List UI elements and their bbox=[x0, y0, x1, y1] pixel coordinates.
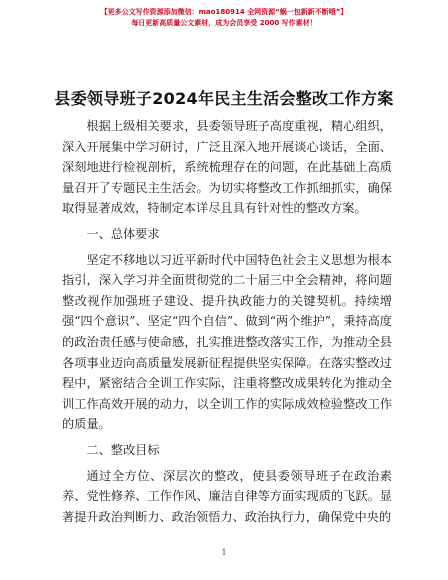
intro-paragraph: 根据上级相关要求，县委领导班子高度重视，精心组织，深入开展集中学习研讨，广泛且深入地开展谈心谈话，全面、深刻地进行检视剖析，系统梳理存在的问题，在此基础上高质量召开了专题民主生活会。为切实将整改工作抓细抓实，确保取得显著成效，特制定本详尽且具有针对性的整改方案。 bbox=[62, 119, 392, 216]
section-1-paragraph: 坚定不移地以习近平新时代中国特色社会主义思想为根本指引，深入学习并全面贯彻党的二十届三中全会精神，将问题整改视作加强班子建设、提升执政能力的关键契机。持续增强“四个意识”、坚定“四个自信”、做到“两个维护”，秉持高度的政治责任感与使命感，扎实推进整改落实工作，为推动全县各项事业迈向高质量发展新征程提供坚实保障。在落实整改过程中，紧密结合全训工作实际，注重将整改成果转化为推动全训工作高效开展的动力，以全训工作的实际成效检验整改工作的质量。 bbox=[62, 252, 392, 432]
page-number: 1 bbox=[221, 548, 227, 557]
section-2-heading: 二、整改目标 bbox=[86, 442, 160, 457]
section-2-paragraph: 通过全方位、深层次的整改，使县委领导班子在政治素养、党性修养、工作作风、廉洁自律等方面实现质的飞跃。显著提升政治判断力、政治领悟力、政治执行力，确保党中央的 bbox=[62, 468, 392, 524]
document-title: 县委领导班子2024年民主生活会整改工作方案 bbox=[54, 89, 394, 108]
promo-banner-line-2: 每日更新高质量公文素材，成为会员享受 2000 写作素材！ bbox=[131, 19, 317, 27]
document-body bbox=[62, 116, 392, 527]
section-1-heading: 一、总体要求 bbox=[86, 226, 160, 241]
promo-banner-line-1: 【更多公文写作资源添加微信：mao180914 全网资源“蜗一包新新不断哦”】 bbox=[100, 8, 348, 16]
